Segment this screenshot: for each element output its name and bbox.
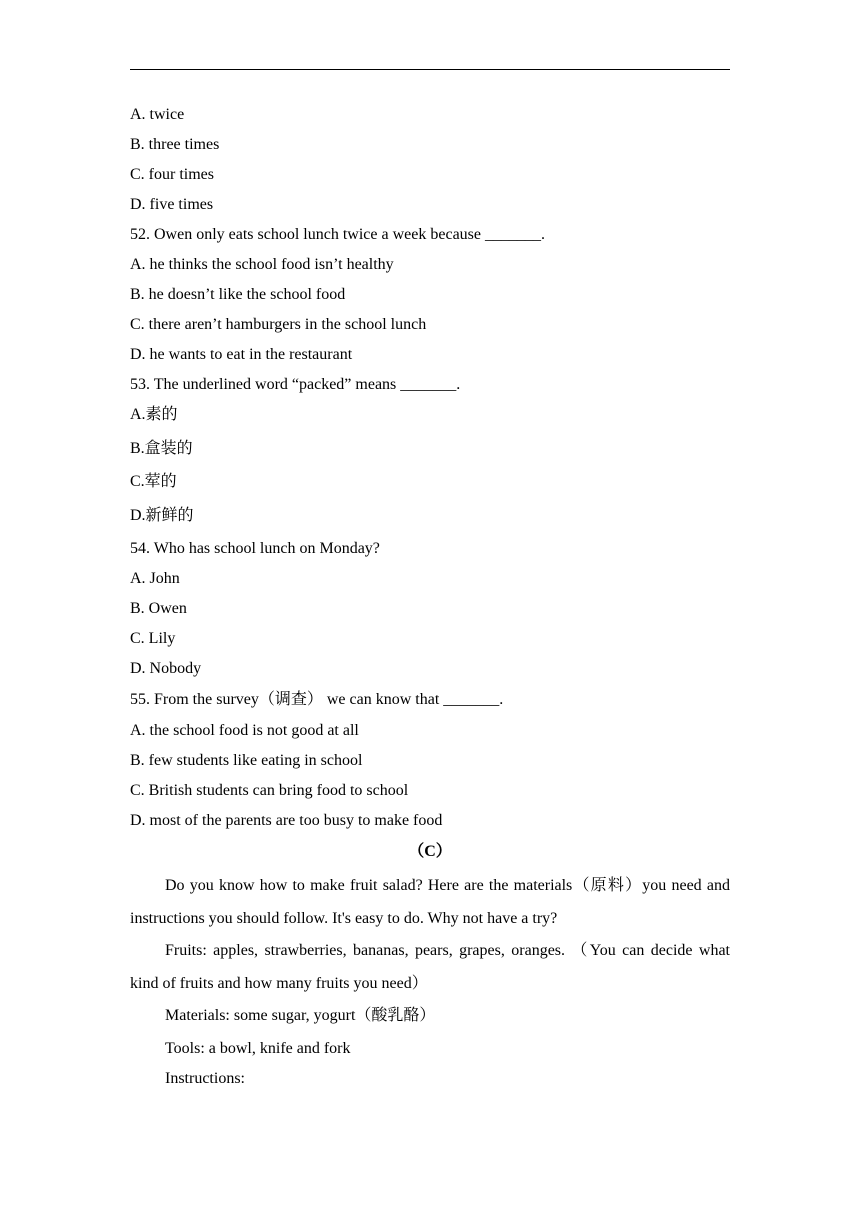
question-stem: 52. Owen only eats school lunch twice a week because _______. [130, 226, 545, 243]
option-a: A. John [130, 570, 180, 587]
option-d: D. most of the parents are too busy to make food [130, 812, 443, 829]
fruits-paragraph: Fruits: apples, strawberries, bananas, pears, grapes, oranges. （You can decide what kind of fruits and how many fruits you need） [130, 942, 730, 992]
option-d: D. Nobody [130, 660, 202, 677]
option-a: A.素的 [130, 406, 178, 423]
option-b: B.盒装的 [130, 439, 193, 457]
question-stem: 54. Who has school lunch on Monday? [130, 540, 380, 557]
header-rule [130, 69, 730, 70]
option-a: A. twice [130, 106, 185, 123]
section-heading: （C） [408, 843, 452, 860]
question-53 [130, 371, 730, 535]
option-a: A. he thinks the school food isn’t healthy [130, 256, 394, 273]
question-51-options [130, 101, 730, 221]
instructions-line: Instructions: [165, 1069, 245, 1087]
option-c: C. four times [130, 166, 214, 183]
document-body [130, 101, 730, 1093]
intro-paragraph: Do you know how to make fruit salad? Here are the materials（原料）you need and instructions you should follow. It's easy to do. Why not have a try? [130, 877, 730, 927]
option-d: D. five times [130, 196, 214, 213]
option-c: C. British students can bring food to school [130, 782, 409, 799]
question-stem: 55. From the survey（调查） we can know that _______. [130, 691, 504, 708]
option-d: D. he wants to eat in the restaurant [130, 346, 353, 363]
materials-line: Materials: some sugar, yogurt（酸乳酪） [165, 1007, 436, 1024]
question-52 [130, 221, 730, 371]
option-b: B. he doesn’t like the school food [130, 286, 346, 303]
option-b: B. few students like eating in school [130, 752, 363, 769]
option-d: D.新鲜的 [130, 506, 194, 524]
option-b: B. Owen [130, 600, 187, 617]
tools-line: Tools: a bowl, knife and fork [165, 1039, 351, 1057]
option-c: C.荤的 [130, 473, 177, 490]
option-a: A. the school food is not good at all [130, 722, 359, 739]
option-b: B. three times [130, 136, 220, 153]
option-c: C. there aren’t hamburgers in the school lunch [130, 316, 427, 333]
option-c: C. Lily [130, 630, 176, 647]
question-stem: 53. The underlined word “packed” means _______. [130, 376, 461, 393]
section-c [130, 837, 730, 1093]
question-54 [130, 535, 730, 685]
question-55 [130, 685, 730, 837]
